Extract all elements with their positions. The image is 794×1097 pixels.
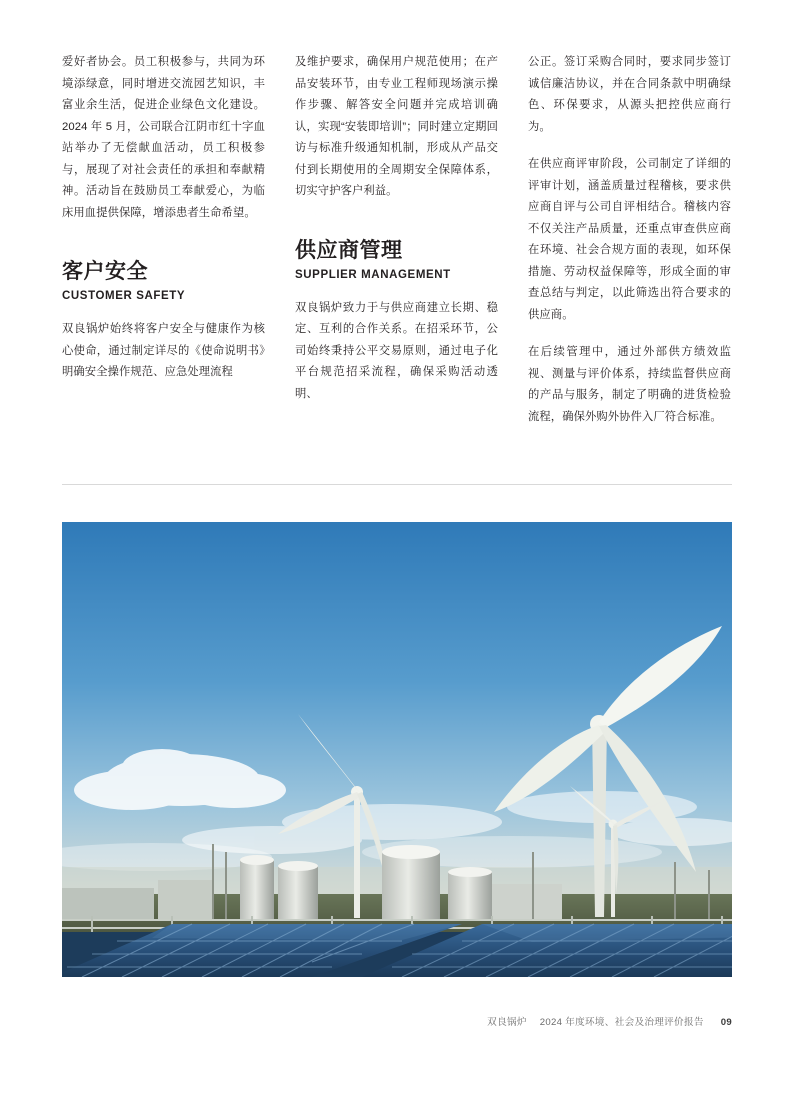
- section-heading-cn: 客户安全: [62, 260, 148, 283]
- paragraph: 双良锅炉致力于与供应商建立长期、稳定、互利的合作关系。在招采环节，公司始终秉持公平交易原则，通过电子化平台规范招采流程，确保采购活动透明、: [295, 301, 498, 400]
- footer-page-number: 09: [720, 1017, 732, 1028]
- section-heading-customer-safety: [62, 258, 265, 305]
- column-3: [528, 52, 731, 444]
- column-2: [295, 52, 498, 444]
- paragraph: 在供应商评审阶段，公司制定了详细的评审计划，涵盖质量过程稽核，要求供应商自评与公司自评相结合。稽核内容不仅关注产品质量，还重点审查供应商在环境、社会合规方面的表现，如环保措施、劳动权益保障等，形成全面的审查总结与判定，以此筛选出符合要求的供应商。: [528, 158, 731, 321]
- section-heading-en: SUPPLIER MANAGEMENT: [295, 268, 451, 281]
- article-columns: [62, 52, 732, 444]
- wind-turbines-and-solar-panels-photo: [62, 522, 732, 977]
- paragraph: 双良锅炉始终将客户安全与健康作为核心使命，通过制定详尽的《使命说明书》明确安全操作规范、应急处理流程: [62, 323, 265, 378]
- footer-report-title: 2024 年度环境、社会及治理评价报告: [539, 1017, 704, 1028]
- section-heading-en: CUSTOMER SAFETY: [62, 290, 186, 302]
- footer-brand: 双良锅炉: [487, 1017, 527, 1028]
- column-1: [62, 52, 265, 444]
- section-heading-supplier-management: [295, 237, 498, 284]
- paragraph: 公正。签订采购合同时，要求同步签订诚信廉洁协议，并在合同条款中明确绿色、环保要求，从源头把控供应商行为。: [528, 56, 731, 133]
- paragraph: 及维护要求，确保用户规范使用；在产品安装环节，由专业工程师现场演示操作步骤、解答安全问题并完成培训确认，实现“安装即培训”；同时建立定期回访与标准升级通知机制，形成从产品交付到长期使用的全周期安全保障体系，切实守护客户利益。: [295, 56, 498, 197]
- paragraph: 在后续管理中，通过外部供方绩效监视、测量与评价体系，持续监督供应商的产品与服务，制定了明确的进货检验流程，确保外购外协件入厂符合标准。: [528, 346, 731, 423]
- section-heading-cn: 供应商管理: [295, 238, 403, 262]
- page-footer: [62, 1014, 732, 1028]
- paragraph: 爱好者协会。员工积极参与，共同为环境添绿意，同时增进交流园艺知识，丰富业余生活，促进企业绿色文化建设。2024 年 5 月，公司联合江阴市红十字血站举办了无偿献血活动，员工积极参与，展现了对社会责任的承担和奉献精神。活动旨在鼓励员工奉献爱心，为临床用血提供保障，增添患者生命希望。: [62, 56, 265, 219]
- horizontal-divider: [62, 484, 732, 485]
